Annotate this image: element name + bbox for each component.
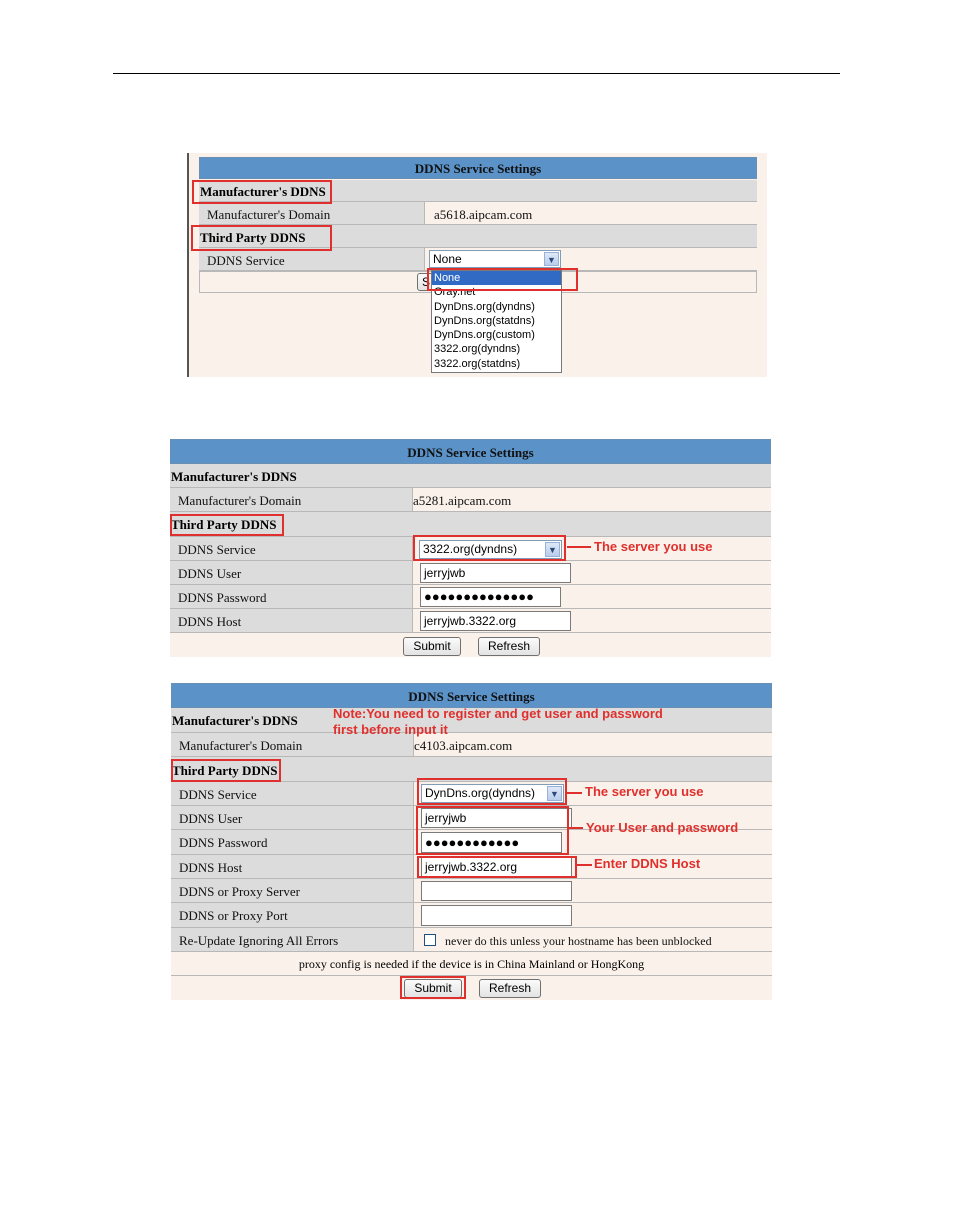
annotation-pointer-line (567, 546, 591, 548)
dropdown-option-dyndns-statdns[interactable]: DynDns.org(statdns) (434, 314, 535, 327)
annotation-note-line2: first before input it (333, 722, 448, 737)
host-label: DDNS Host (178, 614, 242, 629)
manufacturer-section-label: Manufacturer's DDNS (171, 469, 297, 484)
submit-button[interactable]: Submit (403, 637, 461, 656)
ddns-user-input[interactable]: jerryjwb (420, 563, 571, 583)
service-label: DDNS Service (179, 787, 257, 802)
panel-title: DDNS Service Settings (171, 683, 772, 708)
dropdown-option-3322-statdns[interactable]: 3322.org(statdns) (434, 357, 521, 370)
service-label: DDNS Service (207, 253, 285, 268)
reupdate-hint: never do this unless your hostname has been unblocked (445, 934, 712, 948)
panel-title: DDNS Service Settings (199, 157, 757, 179)
third-party-section-label: Third Party DDNS (200, 230, 306, 245)
button-row (170, 633, 771, 657)
refresh-button[interactable]: Refresh (479, 979, 541, 998)
ddns-password-input[interactable]: ●●●●●●●●●●●● (421, 832, 562, 853)
annotation-enter-host: Enter DDNS Host (594, 856, 701, 871)
annotation-user-password: Your User and password (586, 820, 739, 835)
password-label: DDNS Password (179, 835, 268, 850)
ddns-settings-panel-3 (171, 683, 772, 1000)
annotation-pointer-line (577, 864, 592, 866)
chevron-down-icon[interactable]: ▼ (545, 542, 560, 557)
annotation-note-line1: Note:You need to register and get user and password (333, 706, 663, 721)
domain-row (199, 202, 757, 225)
domain-label: Manufacturer's Domain (178, 493, 302, 508)
annotation-server-you-use: The server you use (585, 784, 704, 799)
proxy-port-label: DDNS or Proxy Port (179, 908, 288, 923)
reupdate-label: Re-Update Ignoring All Errors (179, 933, 339, 948)
ddns-service-value: DynDns.org(dyndns) (425, 786, 536, 800)
dropdown-option-none[interactable]: None (432, 271, 561, 285)
highlight-third-party-ddns (170, 514, 284, 536)
highlight-third-party-ddns (191, 225, 332, 251)
domain-label: Manufacturer's Domain (207, 207, 331, 222)
manufacturer-section-label: Manufacturer's DDNS (200, 184, 326, 199)
button-row (171, 976, 772, 1000)
highlight-user-password (416, 806, 569, 855)
highlight-ddns-service (417, 778, 567, 805)
page-top-rule (113, 73, 840, 74)
submit-button[interactable]: S (417, 273, 437, 291)
password-label: DDNS Password (178, 590, 267, 605)
domain-row (170, 488, 771, 512)
domain-value: a5618.aipcam.com (434, 207, 533, 222)
ddns-host-input[interactable]: jerryjwb.3322.org (420, 611, 571, 631)
highlight-submit-button (400, 976, 466, 999)
proxy-note-row (171, 952, 772, 976)
ddns-settings-panel-1 (187, 153, 767, 377)
highlight-ddns-host (417, 856, 577, 878)
ddns-host-input[interactable]: jerryjwb.3322.org (421, 857, 572, 877)
refresh-button[interactable]: Refresh (478, 637, 540, 656)
dropdown-option-3322-dyndns[interactable]: 3322.org(dyndns) (434, 343, 521, 356)
proxy-server-label: DDNS or Proxy Server (179, 884, 300, 899)
domain-label: Manufacturer's Domain (179, 738, 303, 753)
dropdown-option-oray[interactable]: Oray.net (434, 286, 476, 299)
highlight-manufacturer-ddns (192, 180, 332, 204)
annotation-pointer-line (569, 827, 583, 829)
ddns-password-input[interactable]: ●●●●●●●●●●●●●● (420, 587, 561, 607)
proxy-server-input[interactable] (421, 881, 572, 901)
proxy-note: proxy config is needed if the device is in China Mainland or HongKong (298, 957, 645, 971)
reupdate-checkbox[interactable] (424, 934, 436, 946)
dropdown-option-dyndns-dyndns[interactable]: DynDns.org(dyndns) (434, 300, 535, 313)
annotation-server-you-use: The server you use (594, 539, 713, 554)
user-label: DDNS User (179, 811, 243, 826)
reupdate-row (171, 928, 772, 952)
highlight-third-party-ddns (171, 759, 281, 782)
dropdown-option-dyndns-custom[interactable]: DynDns.org(custom) (434, 329, 535, 342)
domain-value: c4103.aipcam.com (414, 738, 513, 753)
ddns-service-value: None (433, 252, 462, 266)
host-label: DDNS Host (179, 860, 243, 875)
submit-button[interactable]: Submit (404, 979, 462, 998)
panel-title: DDNS Service Settings (170, 439, 771, 464)
service-label: DDNS Service (178, 542, 256, 557)
highlight-ddns-service (413, 535, 566, 561)
manufacturer-section-heading (170, 464, 771, 488)
ddns-user-input[interactable]: jerryjwb (421, 808, 572, 828)
manufacturer-section-label: Manufacturer's DDNS (172, 713, 298, 728)
ddns-service-value: 3322.org(dyndns) (423, 542, 518, 556)
domain-row (171, 733, 772, 757)
annotation-pointer-line (567, 792, 582, 794)
chevron-down-icon[interactable]: ▼ (547, 786, 562, 801)
chevron-down-icon[interactable]: ▼ (544, 252, 559, 266)
third-party-section-label: Third Party DDNS (172, 763, 278, 778)
proxy-port-input[interactable] (421, 905, 572, 926)
domain-value: a5281.aipcam.com (413, 493, 512, 508)
highlight-none-option (427, 268, 578, 291)
user-label: DDNS User (178, 566, 242, 581)
third-party-section-label: Third Party DDNS (171, 517, 277, 532)
ddns-service-select[interactable] (429, 250, 561, 268)
